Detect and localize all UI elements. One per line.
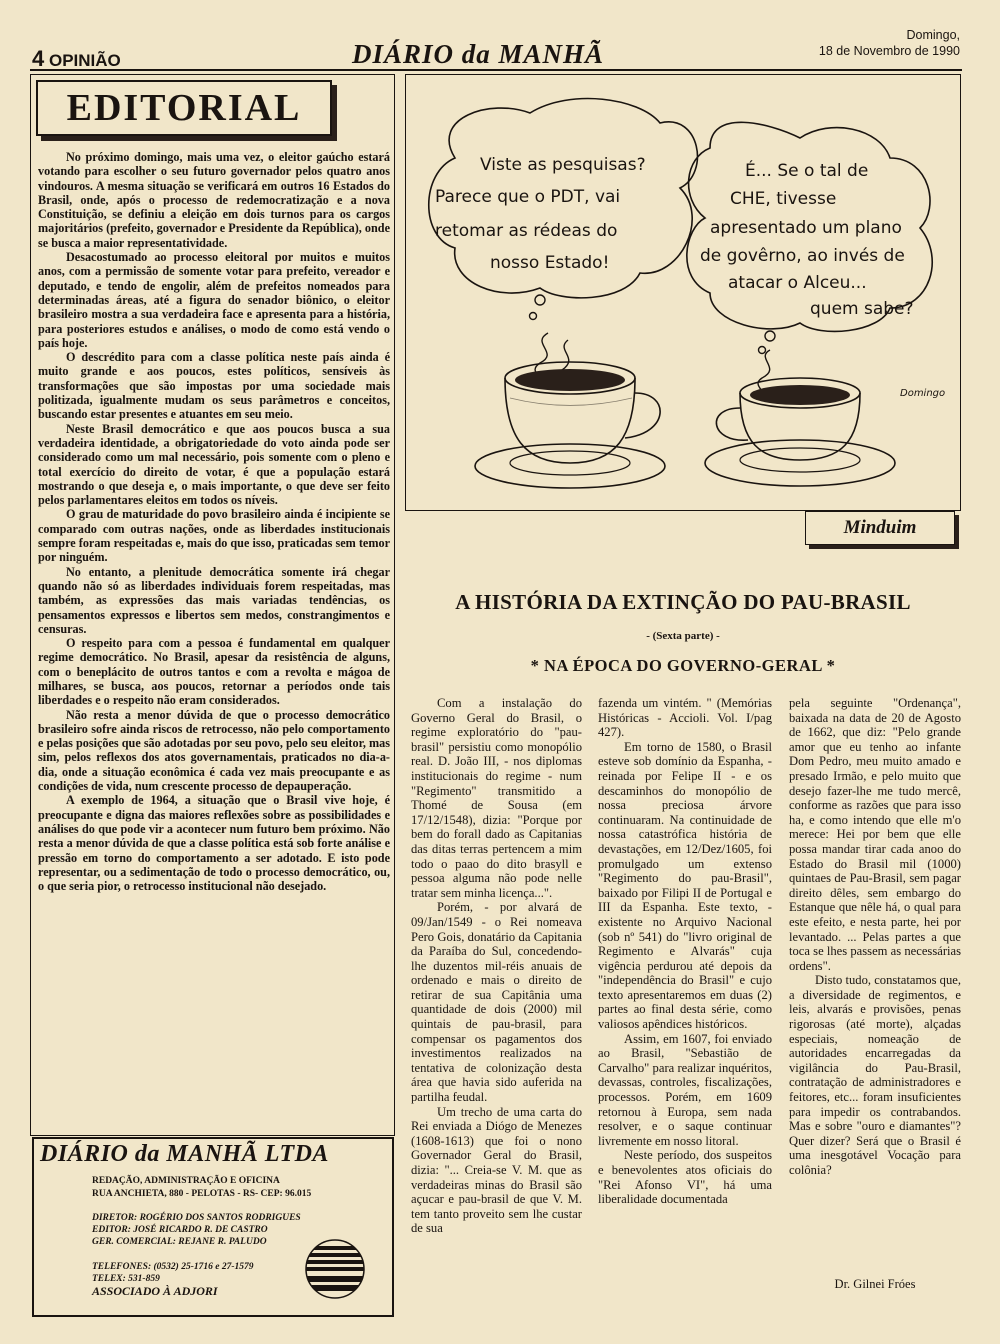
company-director: DIRETOR: ROGÉRIO DOS SANTOS RODRIGUES <box>92 1213 301 1223</box>
article-section-heading: * NA ÉPOCA DO GOVERNO-GERAL * <box>530 656 836 675</box>
right-bubble-dot <box>759 347 766 354</box>
right-bubble-line: de govêrno, ao invés de <box>700 246 905 266</box>
page-number: 4 <box>32 46 45 71</box>
cartoon-signature: Domingo <box>900 388 946 399</box>
dateline <box>819 27 960 59</box>
left-bubble-line: nosso Estado! <box>490 253 610 273</box>
editorial-paragraph: A exemplo de 1964, a situação que o Brasil vive hoje, é preocupante e digna das maiores reflexões sobre as possibilidades e análises do que pode vir a acontecer num futuro bem próximo. Não resta a menor dúvida de que a classe política está sob forte análise e pressão em torno do comportamento a ser adotado. E isto pode representar, ou a sedimentação de todo o processo democrático, ou, o que seria pior, o retrocesso institucional não desejado. <box>38 793 390 894</box>
article-paragraph: Porém, - por alvará de 09/Jan/1549 - o Rei nomeava Pero Gois, donatário da Capitania da Paraíba do Sul, concedendo-lhe duzentos mil-réis anuais de ordenado e mais o direito de retirar de sua Capitânia uma quantidade de dois (2000) mil quintais de pau-brasil, para compensar os pagamentos dos investimentos realizados na tentativa de colonização desta área que havia sido auferida na partilha feudal. <box>411 900 582 1105</box>
left-bubble-dot <box>535 295 545 305</box>
editorial-paragraph: O respeito para com a pessoa é fundamental em qualquer regime democrático. No Brasil, apesar da resistência de alguns, com o beneplácito de outros tantos e com a revolta e mágoa de milhares, se busca, aos poucos, retornar a períodos onde tais liberdades e o respeito não eram considerados. <box>38 636 390 708</box>
newspaper-masthead: DIÁRIO da MANHÃ <box>352 39 605 69</box>
article-paragraph: Assim, em 1607, foi enviado ao Brasil, "Sebastião de Carvalho" para realizar inquéritos, devassas, controles, fiscalizações, processos. Porém, em 1609 retornou à Europa, sem nada resolver, e o saque continuar livremente em nosso litoral. <box>598 1031 772 1148</box>
article-column-3 <box>789 696 961 1178</box>
article-column-1 <box>411 696 582 1236</box>
editorial-paragraph: O grau de maturidade do povo brasileiro ainda é incipiente se comparado com outras nações, onde as liberdades institucionais sempre foram respeitadas e, mais do que isso, praticadas sem temor por ninguém. <box>38 507 390 565</box>
section-name: OPINIÃO <box>48 51 121 70</box>
editorial-paragraph: Não resta a menor dúvida de que o processo democrático brasileiro sofre ainda riscos de retrocesso, não pelo comportamento e pelas posições que são adotadas por seu povo, pelo seu eleitor, mas sim, pelos reflexos dos atos governamentais, praticados no dia-a-dia, onde a situação econômica é cada vez mais preocupante e as condições de vida, num crescente processo de depauperação. <box>38 707 390 794</box>
left-bubble-line: Parece que o PDT, vai <box>435 187 621 207</box>
association-note: ASSOCIADO À ADJORI <box>92 1284 218 1298</box>
article-paragraph: Com a instalação do Governo Geral do Brasil, o regime exploratório do "pau-brasil" persistiu como monopólio real. D. João III, - nos diplomas institucionais do regime - num "Regimento" transmitido a Thomé de Sousa (em 17/12/1548), dizia: "Porque por bem do forall dado as Capitanias das ditas terras pertencem a mim todo o paao do dito brasyll e pessoa alguma não pode nelle tratar sem minha licença...". <box>411 696 582 900</box>
company-address-heading: REDAÇÃO, ADMINISTRAÇÃO E OFICINA <box>92 1176 280 1186</box>
issue-date: 18 de Novembro de 1990 <box>818 44 960 58</box>
right-bubble-line: atacar o Alceu... <box>728 273 867 293</box>
editorial-paragraph: Neste Brasil democrático e que aos poucos busca a sua verdadeira identidade, a obrigatoriedade do voto ainda pode ser considerado como um mal necessário, pois somente com o pleno e total exercício do direito de votar, é que a população estará mostrando o que deseja e, o mais importante, o que deve ser feito pelos parlamentares eleitos em todos os níveis. <box>38 421 390 508</box>
header-rule <box>30 69 962 71</box>
article-paragraph: fazenda um vintém. " (Memórias Históricas - Accioli. Vol. I/pag 427). <box>598 696 772 740</box>
right-coffee-cup <box>705 378 895 486</box>
left-bubble-line: Viste as pesquisas? <box>480 155 646 175</box>
editorial-paragraph: No entanto, a plenitude democrática somente irá chegar quando não só as liberdades individuais forem respeitadas, mas também, as expressões das mais variadas tendências, os pensamentos expressos e libertos sem medos, constrangimentos e censuras. <box>38 564 390 636</box>
company-name: DIÁRIO da MANHÃ LTDA <box>40 1141 329 1167</box>
article-subtitle: - (Sexta parte) - <box>646 630 720 642</box>
article-paragraph: Neste período, dos suspeitos e benevolentes atos oficiais do "Rei Afonso VI", há uma liberalidade documentada <box>598 1148 772 1207</box>
adjori-logo <box>300 1238 370 1300</box>
right-bubble-line: CHE, tivesse <box>730 189 837 209</box>
left-coffee-cup <box>475 362 665 488</box>
right-bubble-line: quem sabe? <box>810 299 914 319</box>
article-column-2 <box>598 696 772 1207</box>
weekday: Domingo, <box>906 28 960 42</box>
editorial-paragraph: No próximo domingo, mais uma vez, o eleitor gaúcho estará votando para escolher o seu futuro governador pelos quatro anos vindouros. A mesma situação se verificará em outros 16 Estados do Brasil, onde, após o processo de redemocratização e a nova Constituição, se definiu a eleição em dois turnos para os cargos majoritários (prefeito, governador e Presidente da República), onde se busca a maior representatividade. <box>38 150 390 250</box>
company-phones: TELEFONES: (0532) 25-1716 e 27-1579 <box>92 1262 254 1272</box>
right-bubble-line: É... Se o tal de <box>745 161 869 181</box>
company-telex: TELEX: 531-859 <box>92 1274 160 1284</box>
article-author: Dr. Gilnei Fróes <box>834 1277 916 1291</box>
cartoon-illustration <box>410 78 956 506</box>
artist-credit-box <box>805 511 955 545</box>
right-bubble-line: apresentado um plano <box>710 218 902 238</box>
left-bubble-line: retomar as rédeas do <box>435 221 618 241</box>
article-title: A HISTÓRIA DA EXTINÇÃO DO PAU-BRASIL <box>455 590 911 614</box>
editorial-paragraph: Desacostumado ao processo eleitoral por muitos e muitos anos, com a permissão de somente votar para prefeito, vereador e deputado, e tendo de engolir, além de prefeitos nomeados para determinadas áreas, até a figura do senador biônico, o eleitor brasileiro mostra a sua verdadeira face e apresenta para a história, para posteriores estudos e análises, o modo de como está vendo o país hoje. <box>38 250 390 350</box>
editorial-title-box <box>36 80 332 136</box>
artist-credit: Minduim <box>843 517 917 538</box>
article-paragraph: pela seguinte "Ordenança", baixada na data de 20 de Agosto de 1662, que diz: "Pelo grande amor que eu tenho ao infante Dom Pedro, meu muito amado e presado Irmão, e pelo muito que desejo fazer-lhe me tudo mercê, conforme as razões que para isso ha, e como intendo que elle m'o merece: Hei por bem que elle possa mandar tirar cada anoo do Estado do Brasil mil (1000) quintaes de Pau-Brasil, sem pagar direito dêles, sem embargo do Estanque que nêle há, o qual para este efeito, e nesta parte, hei por levantado. ... Pelas partes a que toca se lhes passem as necessárias ordens". <box>789 696 961 973</box>
company-address: RUA ANCHIETA, 880 - PELOTAS - RS- CEP: 96.015 <box>92 1189 312 1199</box>
article-paragraph: Disto tudo, constatamos que, a diversidade de regimentos, e leis, alvarás e provisões, penas rigorosas (até morte), alçadas especiais, nomeação de autoridades encarregadas da vigilância do Pau-Brasil, contratação de administradores e feitores, etc... foram insuficientes para impedir os contrabandos. Mas e sobre "ouro e diamantes"? Quer dizer? Será que o Brasil é uma inesgotável Vocação para colônia? <box>789 973 961 1177</box>
editorial-title: EDITORIAL <box>66 87 302 129</box>
article-paragraph: Em torno de 1580, o Brasil esteve sob domínio da Espanha, - reinada por Felipe II - e os descaminhos do monopólio de nossa preciosa árvore continuaram. Na continuidade de nossa catastrófica história de devastações, em 12/Dez/1605, foi promulgado um extenso "Regimento do pau-Brasil", baixado por Filipi II de Portugal e III da Espanha. Este texto, - existente no Arquivo Nacional (sob nº 541) do "livro original de Regimento e Alvarás" cuja vigência perdurou até depois da "independência do Brasil" e cujo texto apresentaremos em duas (2) partes ao final desta série, como valiosos apêndices históricos. <box>598 739 772 1032</box>
editorial-paragraph: O descrédito para com a classe política neste país ainda é muito grande e aos poucos, estes políticos, sensíveis às transformações que são impostas por uma sociedade mais politizada, igualmente mudam os seus parâmetros e conceitos, buscando estar presentes e atuantes em seu meio. <box>38 350 390 422</box>
article-paragraph: Um trecho de uma carta do Rei enviada a Diógo de Menezes (1608-1613) que foi o nono Governador Geral do Brasil, dizia: "... Creia-se V. M. que as verdadeiras minas do Brasil são açucar e pau-brasil de que V. M. tem tanto proveito sem lhe custar de sua <box>411 1104 582 1236</box>
company-editor: EDITOR: JOSÉ RICARDO R. DE CASTRO <box>92 1225 268 1235</box>
left-bubble-dot <box>530 313 537 320</box>
right-bubble-dot <box>765 331 775 341</box>
left-steam <box>562 340 569 370</box>
company-manager: GER. COMERCIAL: REJANE R. PALUDO <box>92 1237 267 1247</box>
editorial-body <box>38 150 390 893</box>
